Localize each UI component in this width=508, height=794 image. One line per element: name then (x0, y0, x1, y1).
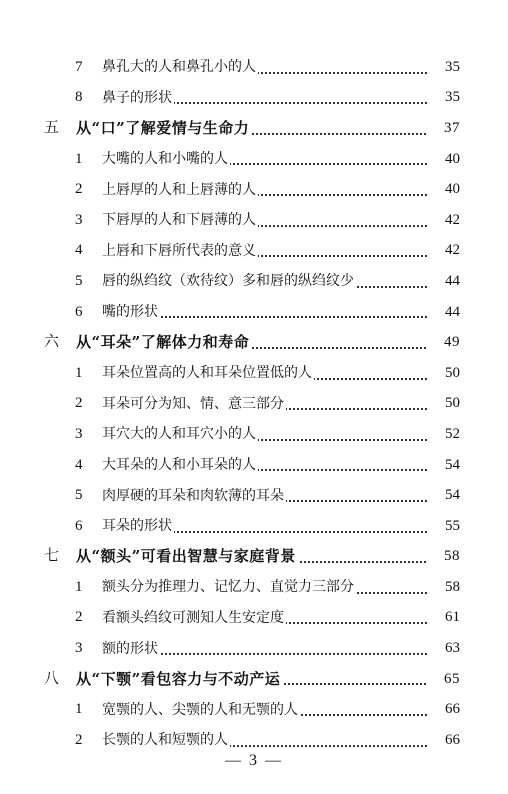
entry-title: 鼻子的形状 (102, 89, 172, 106)
entry-number: 5 (75, 272, 83, 289)
page-reference: 58 (427, 549, 460, 564)
entry-number: 6 (75, 303, 83, 320)
chapter-number: 五 (44, 119, 60, 136)
page-reference: 44 (427, 274, 460, 289)
toc-entry-row (0, 450, 508, 481)
entry-title: 下唇厚的人和下唇薄的人 (102, 212, 256, 229)
toc-entry-row (0, 572, 508, 603)
toc-entry-row (0, 236, 508, 267)
entry-title: 唇的纵绉纹（欢待纹）多和唇的纵绉纹少 (102, 273, 354, 290)
entry-number: 3 (75, 425, 83, 442)
chapter-number: 六 (44, 334, 60, 351)
toc-entry-row (0, 511, 508, 542)
entry-title: 长颚的人和短颚的人 (102, 732, 228, 749)
entry-number: 3 (75, 211, 83, 228)
toc-entry-row (0, 52, 508, 83)
entry-number: 8 (75, 89, 83, 106)
page-reference: 52 (427, 427, 460, 442)
toc-chapter-row (0, 113, 508, 144)
chapter-title: 从“口”了解爱情与生命力 (76, 118, 250, 137)
entry-number: 4 (75, 242, 83, 259)
entry-number: 3 (75, 640, 83, 657)
toc-entry-row (0, 419, 508, 450)
table-of-contents (0, 52, 508, 756)
page-reference: 55 (427, 519, 460, 534)
toc-entry-row (0, 480, 508, 511)
toc-entry-row (0, 297, 508, 328)
toc-entry-row (0, 389, 508, 420)
toc-entry-row (0, 174, 508, 205)
page-reference: 58 (427, 580, 460, 595)
page-reference: 66 (427, 702, 460, 717)
page-reference: 65 (427, 672, 460, 687)
page-reference: 37 (427, 121, 460, 136)
page-reference: 50 (427, 396, 460, 411)
page-number-footer: — 3 — (225, 752, 283, 769)
chapter-title: 从“耳朵”了解体力和寿命 (76, 333, 250, 352)
toc-entry-row (0, 633, 508, 664)
entry-title: 大耳朵的人和小耳朵的人 (102, 457, 256, 474)
entry-number: 2 (75, 609, 83, 626)
chapter-number: 七 (44, 548, 60, 565)
page-reference: 40 (427, 152, 460, 167)
entry-number: 2 (75, 395, 83, 412)
page-reference: 61 (427, 610, 460, 625)
page-reference: 66 (427, 733, 460, 748)
entry-title: 看额头绉纹可测知人生安定度 (102, 609, 284, 626)
entry-number: 6 (75, 517, 83, 534)
entry-title: 额的形状 (102, 640, 158, 657)
page-reference: 42 (427, 213, 460, 228)
entry-number: 2 (75, 181, 83, 198)
toc-entry-row (0, 694, 508, 725)
entry-title: 耳朵位置高的人和耳朵位置低的人 (102, 365, 312, 382)
entry-number: 4 (75, 456, 83, 473)
page-reference: 40 (427, 182, 460, 197)
page-reference: 44 (427, 305, 460, 320)
toc-chapter-row (0, 664, 508, 695)
entry-number: 5 (75, 487, 83, 504)
chapter-number: 八 (44, 670, 60, 687)
page-reference: 50 (427, 366, 460, 381)
page-reference: 54 (427, 458, 460, 473)
entry-title: 耳朵可分为知、情、意三部分 (102, 395, 284, 412)
entry-number: 1 (75, 364, 83, 381)
toc-entry-row (0, 205, 508, 236)
entry-title: 耳朵的形状 (102, 518, 172, 535)
page-reference: 54 (427, 488, 460, 503)
entry-title: 大嘴的人和小嘴的人 (102, 151, 228, 168)
entry-title: 耳穴大的人和耳穴小的人 (102, 426, 256, 443)
toc-entry-row (0, 358, 508, 389)
entry-title: 肉厚硬的耳朵和肉软薄的耳朵 (102, 487, 284, 504)
toc-entry-row (0, 83, 508, 114)
entry-title: 宽颚的人、尖颚的人和无颚的人 (102, 701, 298, 718)
entry-title: 嘴的形状 (102, 304, 158, 321)
page-reference: 35 (427, 60, 460, 75)
entry-title: 额头分为推理力、记忆力、直觉力三部分 (102, 579, 354, 596)
entry-number: 1 (75, 150, 83, 167)
entry-number: 1 (75, 701, 83, 718)
page-reference: 35 (427, 90, 460, 105)
page-reference: 42 (427, 243, 460, 258)
toc-entry-row (0, 266, 508, 297)
entry-number: 2 (75, 731, 83, 748)
page-reference: 63 (427, 641, 460, 656)
chapter-title: 从“下颚”看包容力与不动产运 (76, 669, 281, 688)
page-reference: 49 (427, 335, 460, 350)
entry-number: 7 (75, 58, 83, 75)
entry-title: 上唇厚的人和上唇薄的人 (102, 181, 256, 198)
toc-entry-row (0, 603, 508, 634)
toc-chapter-row (0, 327, 508, 358)
entry-title: 鼻孔大的人和鼻孔小的人 (102, 59, 256, 76)
chapter-title: 从“额头”可看出智慧与家庭背景 (76, 547, 296, 566)
toc-entry-row (0, 144, 508, 175)
entry-number: 1 (75, 578, 83, 595)
entry-title: 上唇和下唇所代表的意义 (102, 242, 256, 259)
toc-chapter-row (0, 542, 508, 573)
